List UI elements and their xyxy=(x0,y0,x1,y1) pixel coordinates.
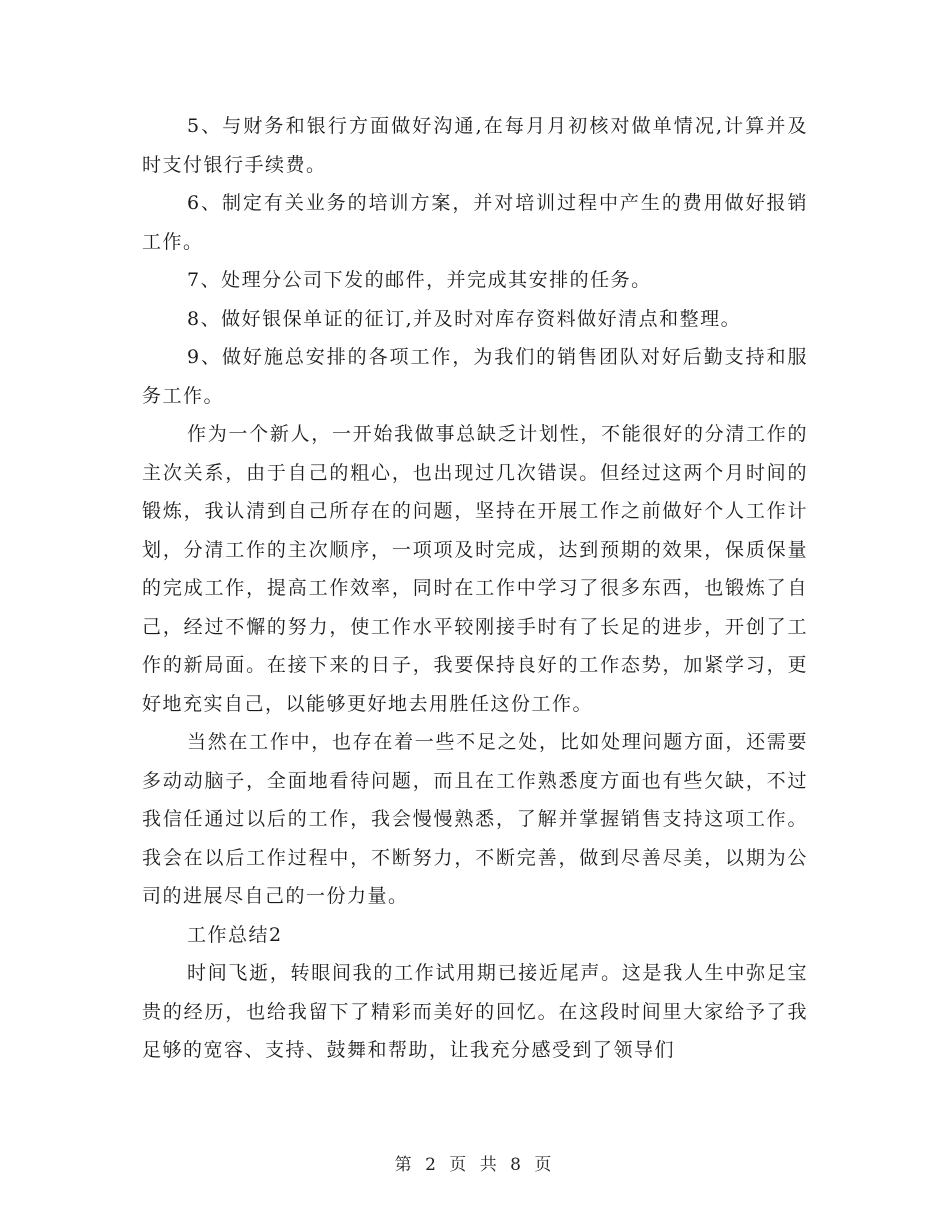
section-heading: 工作总结2 xyxy=(187,923,283,946)
paragraph-item-6: 6、制定有关业务的培训方案，并对培训过程中产生的费用做好报销工作。 xyxy=(142,192,808,253)
page-number-footer: 第 2 页 共 8 页 xyxy=(394,1155,556,1175)
document-body xyxy=(142,107,808,1070)
paragraph-shortcomings: 当然在工作中，也存在着一些不足之处，比如处理问题方面，还需要多动动脑子，全面地看待问题，而且在工作熟悉度方面也有些欠缺，不过我信任通过以后的工作，我会慢慢熟悉，了解并掌握销售支持这项工作。我会在以后工作过程中，不断努力，不断完善，做到尽善尽美，以期为公司的进展尽自己的一份力量。 xyxy=(142,731,808,907)
paragraph-closing: 时间飞逝，转眼间我的工作试用期已接近尾声。这是我人生中弥足宝贵的经历，也给我留下了精彩而美好的回忆。在这段时间里大家给予了我足够的宽容、支持、鼓舞和帮助，让我充分感受到了领导们 xyxy=(142,962,808,1061)
paragraph-item-8: 8、做好银保单证的征订,并及时对库存资料做好清点和整理。 xyxy=(187,307,742,330)
paragraph-item-5: 5、与财务和银行方面做好沟通,在每月月初核对做单情况,计算并及时支付银行手续费。 xyxy=(142,115,808,176)
paragraph-self-reflection: 作为一个新人，一开始我做事总缺乏计划性，不能很好的分清工作的主次关系，由于自己的粗心，也出现过几次错误。但经过这两个月时间的锻炼，我认清到自己所存在的问题，坚持在开展工作之前做好个人工作计划，分清工作的主次顺序，一项项及时完成，达到预期的效果，保质保量的完成工作，提高工作效率，同时在工作中学习了很多东西，也锻炼了自己，经过不懈的努力，使工作水平较刚接手时有了长足的进步，开创了工作的新局面。在接下来的日子，我要保持良好的工作态势，加紧学习，更好地充实自己，以能够更好地去用胜任这份工作。 xyxy=(142,423,808,715)
paragraph-item-7: 7、处理分公司下发的邮件，并完成其安排的任务。 xyxy=(187,269,652,291)
paragraph-item-9: 9、做好施总安排的各项工作，为我们的销售团队对好后勤支持和服务工作。 xyxy=(142,346,808,407)
